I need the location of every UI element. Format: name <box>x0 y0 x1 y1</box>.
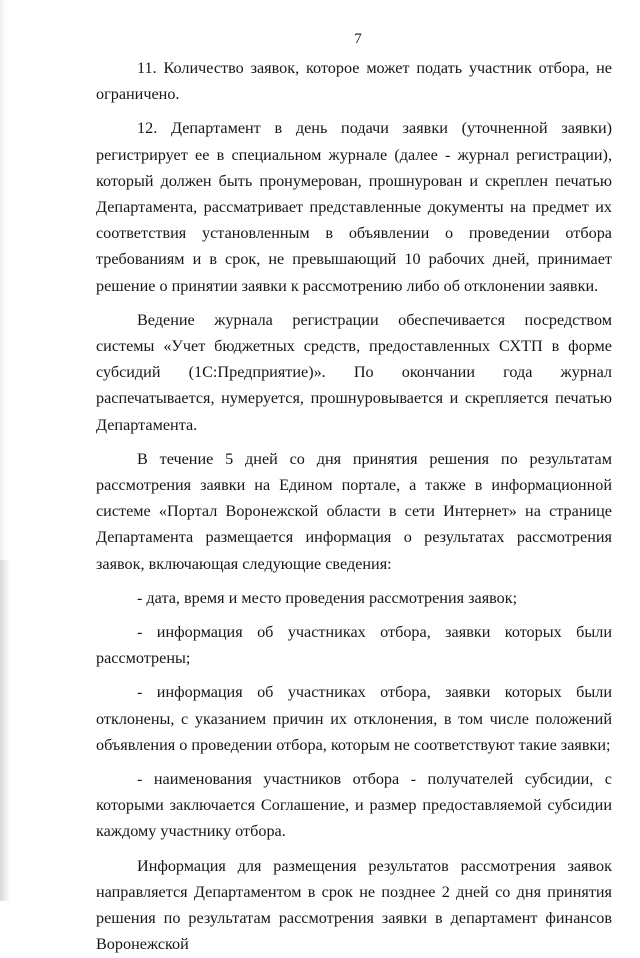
document-body <box>96 55 612 958</box>
scan-edge-shadow-top <box>0 0 6 560</box>
paragraph-journal-system: Ведение журнала регистрации обеспечивается посредством системы «Учет бюджетных средств, предоставленных СХТП в форме субсидий (1С:Предприятие)». По окончании года журнал распечатывается, нумеруется, прошнуровывается и скрепляется печатью Департамента. <box>96 310 612 434</box>
page-number: 7 <box>354 31 362 47</box>
paragraph-info-sending: Информация для размещения результатов рассмотрения заявок направляется Департаментом в срок не позднее 2 дней со дня принятия решения по результатам рассмотрения заявки в департамент финансов Воронежской <box>96 856 612 954</box>
paragraph-publication: В течение 5 дней со дня принятия решения по результатам рассмотрения заявки на Едином портале, а также в информационной системе «Портал Воронежской области в сети Интернет» на странице Департамента размещается информация о результатах рассмотрения заявок, включающая следующие сведения: <box>96 449 612 573</box>
list-item-rejected: - информация об участниках отбора, заявки которых были отклонены, с указанием причин их отклонения, в том числе положений объявления о проведении отбора, которым не соответствуют такие заявки; <box>96 683 612 754</box>
scan-edge-shadow <box>0 560 10 901</box>
list-item-reviewed: - информация об участниках отбора, заявки которых были рассмотрены; <box>96 623 612 668</box>
list-item-recipients: - наименования участников отбора - получателей субсидии, с которыми заключается Соглашение, и размер предоставляемой субсидии каждому участнику отбора. <box>96 770 612 841</box>
paragraph-item-11: 11. Количество заявок, которое может подать участник отбора, не ограничено. <box>96 59 612 104</box>
paragraph-item-12: 12. Департамент в день подачи заявки (уточненной заявки) регистрирует ее в специальном журнале (далее - журнал регистрации), который должен быть пронумерован, прошнурован и скреплен печатью Департамента, рассматривает представленные документы на предмет их соответствия установленным в объявлении о проведении отбора требованиям и в срок, не превышающий 10 рабочих дней, принимает решение о принятии заявки к рассмотрению либо об отклонении заявки. <box>96 119 612 295</box>
list-item-date: - дата, время и место проведения рассмотрения заявок; <box>137 588 518 607</box>
